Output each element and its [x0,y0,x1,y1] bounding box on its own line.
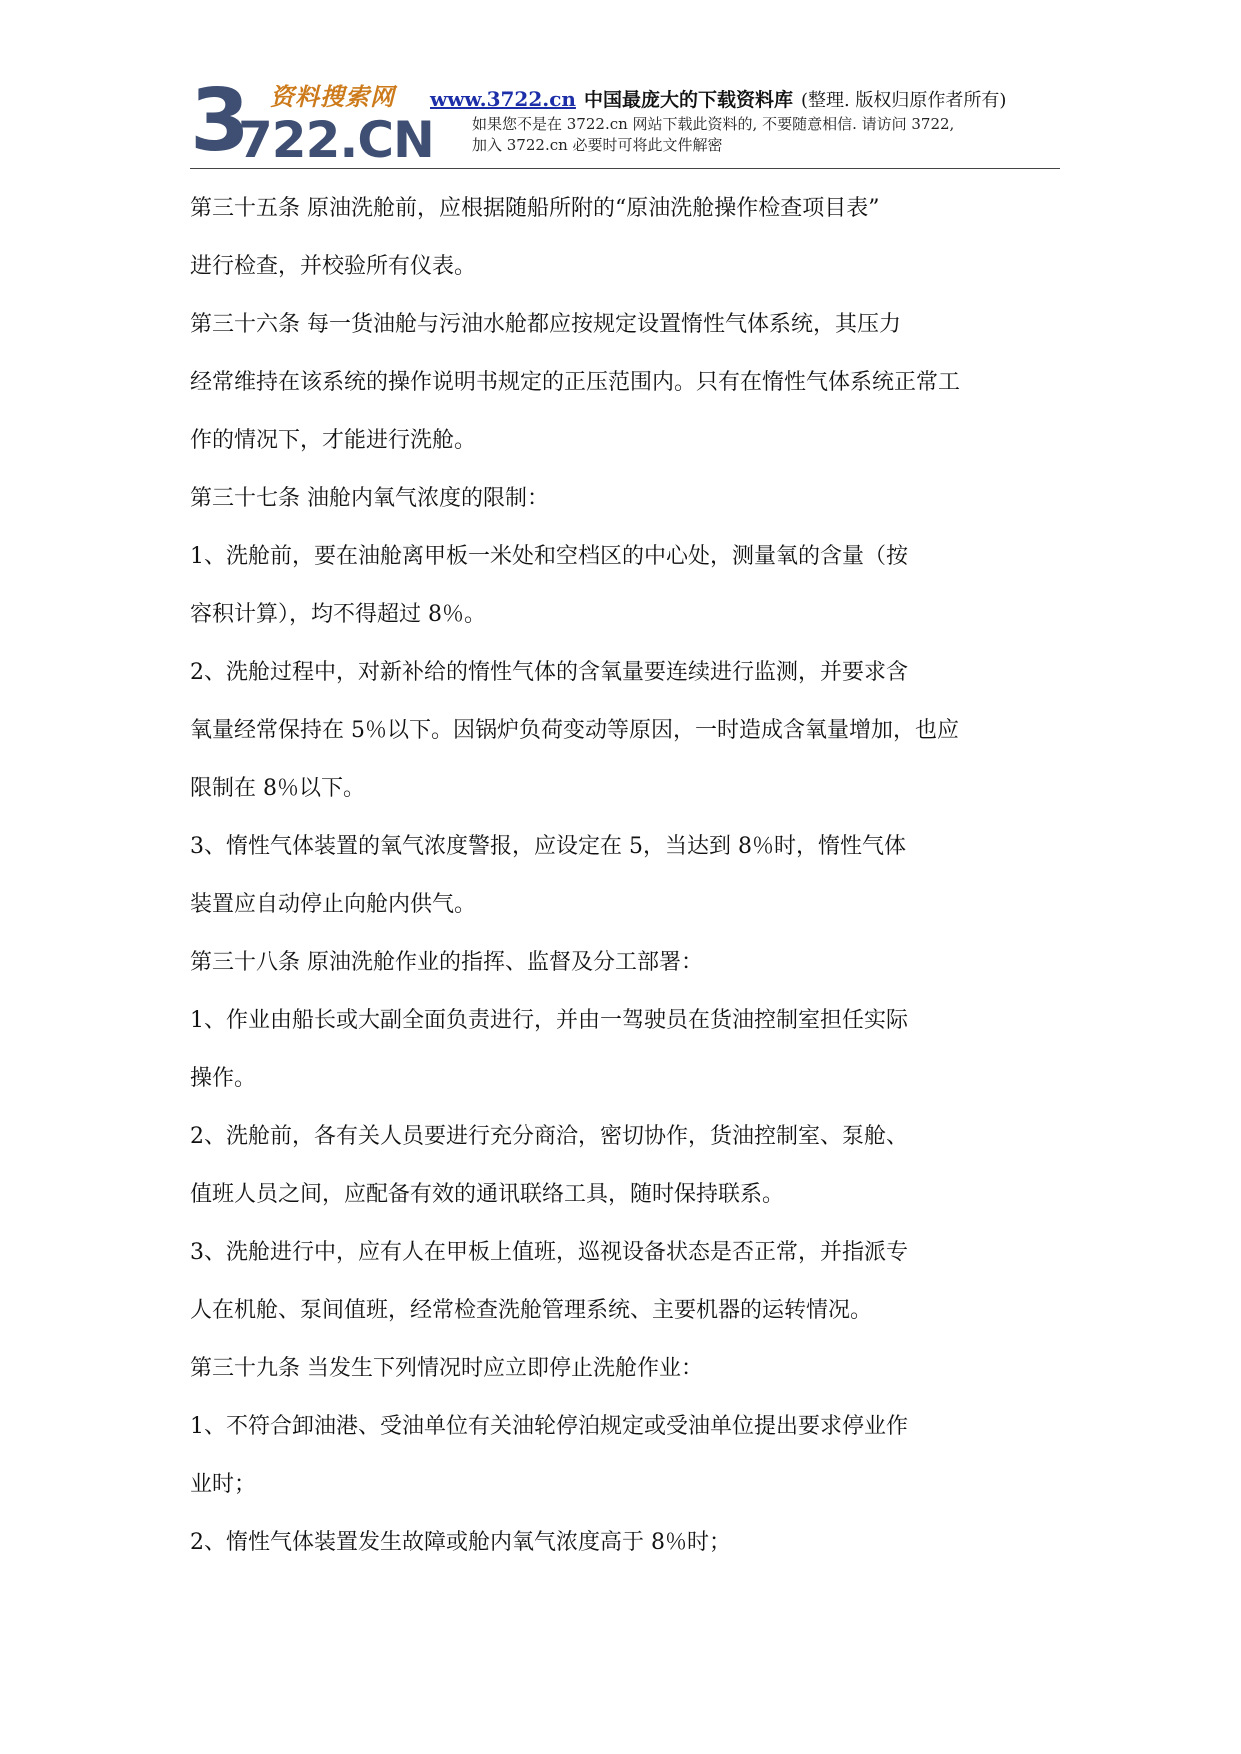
text-line: 1、不符合卸油港、受油单位有关油轮停泊规定或受油单位提出要求停业作 [190,1414,908,1439]
text-line: 第三十九条 当发生下列情况时应立即停止洗舱作业： [190,1356,703,1381]
text-line: 作的情况下，才能进行洗舱。 [190,428,477,453]
library-slogan: 中国最庞大的下载资料库 [583,89,793,111]
logo-domain: 722.CN [238,111,434,169]
text-line: 2、洗舱过程中，对新补给的惰性气体的含氧量要连续进行监测，并要求含 [190,660,908,685]
document-body [190,180,1070,1572]
text-line: 值班人员之间，应配备有效的通讯联络工具，随时保持联系。 [190,1182,785,1207]
text-line: 人在机舱、泵间值班，经常检查洗舱管理系统、主要机器的运转情况。 [190,1298,873,1323]
logo-number: 3 [190,71,248,171]
text-line: 第三十五条 原油洗舱前，应根据随船所附的“原油洗舱操作检查项目表” [190,196,880,221]
text-line: 1、洗舱前，要在油舱离甲板一米处和空档区的中心处，测量氧的含量（按 [190,544,908,569]
text-line: 限制在 8％以下。 [190,776,365,801]
text-line: 2、惰性气体装置发生故障或舱内氧气浓度高于 8％时； [190,1530,731,1555]
notice-line: 如果您不是在 3722.cn 网站下载此资料的, 不要随意相信. 请访问 3722, [472,115,955,133]
page-header [190,71,1060,171]
header-divider [190,168,1060,169]
text-line: 第三十六条 每一货油舱与污油水舱都应按规定设置惰性气体系统，其压力 [190,312,901,337]
text-line: 氧量经常保持在 5％以下。因锅炉负荷变动等原因，一时造成含氧量增加，也应 [190,718,959,743]
text-line: 第三十八条 原油洗舱作业的指挥、监督及分工部署： [190,950,703,975]
header-title-line [430,88,1006,112]
text-line: 操作。 [190,1066,257,1091]
site-link[interactable]: www.3722.cn [430,87,576,111]
text-line: 1、作业由船长或大副全面负责进行，并由一驾驶员在货油控制室担任实际 [190,1008,908,1033]
logo-tagline: 资料搜索网 [270,83,395,111]
download-notice [472,114,1062,156]
text-line: 进行检查，并校验所有仪表。 [190,254,477,279]
text-line: 第三十七条 油舱内氧气浓度的限制： [190,486,549,511]
text-line: 2、洗舱前，各有关人员要进行充分商洽，密切协作，货油控制室、泵舱、 [190,1124,908,1149]
text-line: 3、洗舱进行中，应有人在甲板上值班，巡视设备状态是否正常，并指派专 [190,1240,908,1265]
rights-note: (整理. 版权归原作者所有) [800,90,1007,111]
site-logo[interactable] [190,71,434,171]
text-line: 装置应自动停止向舱内供气。 [190,892,477,917]
text-line: 业时； [190,1472,257,1497]
text-line: 容积计算），均不得超过 8％。 [190,602,486,627]
text-line: 经常维持在该系统的操作说明书规定的正压范围内。只有在惰性气体系统正常工 [190,370,961,395]
notice-line: 加入 3722.cn 必要时可将此文件解密 [472,136,723,154]
text-line: 3、惰性气体装置的氧气浓度警报，应设定在 5，当达到 8％时，惰性气体 [190,834,906,859]
